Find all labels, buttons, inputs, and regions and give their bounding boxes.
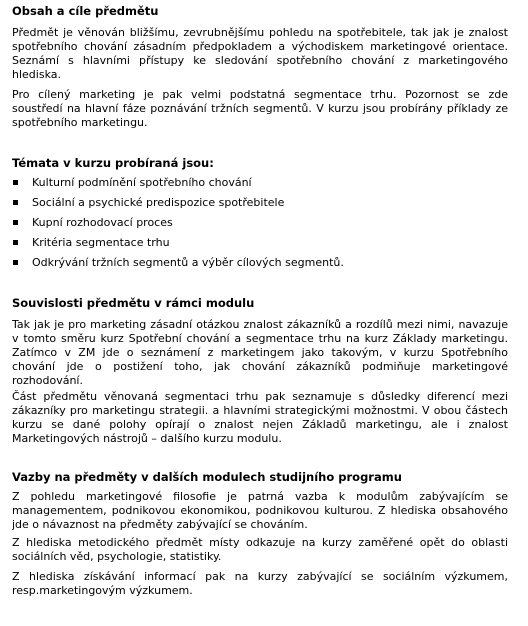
list-item-label: Kulturní podmínění spotřebního chování [32,176,252,189]
list-item-label: Odkrývání tržních segmentů a výběr cílových segmentů. [32,256,344,269]
paragraph [12,88,508,130]
list-item [12,256,508,276]
text-line: Zatímco v ZM jde o seznámení z marketingem jako takovým, v kurzu Spotřebního [12,346,508,359]
text-line: Marketingových nástrojů – dalšího kurzu modulu. [12,432,282,445]
text-line: hlediska. [12,68,61,81]
paragraph [12,318,508,388]
text-line: Z hlediska získávání informací pak na kurzy zabývající se sociálním výzkumem, [12,570,508,583]
text-line: spotřebního marketingu. [12,116,148,129]
list-item [12,216,508,236]
text-line: kurzu se dané polohy opírají o znalost nejen Základů marketingu, ale i znalost [12,418,508,431]
paragraph [12,26,508,82]
list-item-label: Sociální a psychické predispozice spotřebitele [32,196,285,209]
list-item-label: Kritéria segmentace trhu [32,236,170,249]
text-line: v tomto směru kurz Spotřební chování a segmentace trhu na kurz Základy marketingu. [12,332,508,345]
text-line: soustředí na hlavní fáze poznávání tržních segmentů. V kurzu jsou probírány příklady ze [12,102,508,115]
text-line: managementem, podnikovou ekonomikou, podnikovou kulturou. Z hlediska obsahového [12,504,508,517]
text-line: spotřebního chování zásadním předpokladem a východiskem marketingové orientace. [12,40,508,53]
paragraph [12,390,508,446]
text-line: Předmět je věnován bližšímu, zevrubnějšímu pohledu na spotřebitele, tak jak je znalost [12,26,508,39]
text-line: chování jde o postižení toho, jak chování zákazníků podmiňuje marketingové [12,360,508,373]
square-bullet-icon [13,200,18,205]
text-line: rozhodování. [12,374,83,387]
square-bullet-icon [13,220,18,225]
square-bullet-icon [13,260,18,265]
list-item [12,196,508,216]
section-heading-souvislosti: Souvislosti předmětu v rámci modulu [12,296,255,310]
section-heading-vazby: Vazby na předměty v dalších modulech studijního programu [12,470,402,484]
text-line: jde o návaznost na předměty zabývající se chováním. [12,518,308,531]
paragraph [12,490,508,532]
text-line: Tak jak je pro marketing zásadní otázkou znalost zákazníků a rozdílů mezi nimi, navazuje [12,318,508,331]
text-line: sociálních věd, psychologie, statistiky. [12,550,222,563]
paragraph [12,536,508,564]
section-heading-obsah: Obsah a cíle předmětu [12,4,159,18]
list-item [12,236,508,256]
section-heading-temata: Témata v kurzu probíraná jsou: [12,156,214,170]
text-line: Z pohledu marketingové filosofie je patrná vazba k modulům zabývajícím se [12,490,508,503]
list-item-label: Kupní rozhodovací proces [32,216,173,229]
text-line: Seznámí s hlavními přístupy ke sledování spotřebního chování z marketingového [12,54,508,67]
text-line: Z hlediska metodického předmět místy odkazuje na kurzy zaměřené opět do oblasti [12,536,508,549]
text-line: Pro cílený marketing je pak velmi podstatná segmentace trhu. Pozornost se zde [12,88,508,101]
paragraph [12,570,508,598]
topics-list [12,176,508,276]
square-bullet-icon [13,240,18,245]
text-line: Část předmětu věnovaná segmentaci trhu pak seznamuje s důsledky diferencí mezi [12,390,508,403]
text-line: zákazníky pro marketingu strategii. a hlavními strategickými možnostmi. V obou částech [12,404,508,417]
list-item [12,176,508,196]
square-bullet-icon [13,180,18,185]
text-line: resp.marketingovým výzkumem. [12,584,193,597]
